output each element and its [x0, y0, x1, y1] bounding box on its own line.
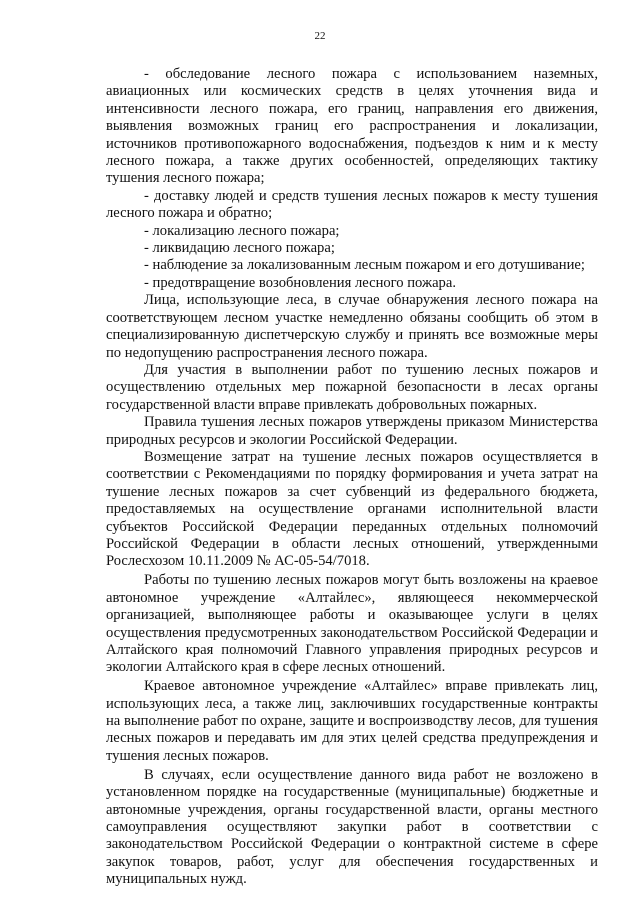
- paragraph-altayles-rights: Краевое автономное учреждение «Алтайлес» вправе привлекать лиц, использующих леса, а также лиц, заключивших государственные контракты на выполнение работ по охране, защите и воспроизводству лесов, для тушения лесных пожаров и передавать им для этих целей средства предупреждения и тушения лесных пожаров.: [106, 678, 598, 764]
- list-item-delivery: - доставку людей и средств тушения лесных пожаров к месту тушения лесного пожара и обратно;: [106, 187, 598, 222]
- paragraph-altayles-works: Работы по тушению лесных пожаров могут быть возложены на краевое автономное учреждение «Алтайлес», являющееся некоммерческой организацией, выполняющее работы и оказывающее услуги в целях осуществления предусмотренных законодательством Российской Федерации и Алтайского края полномочий Главного управления природных ресурсов и экологии Алтайского края в сфере лесных отношений.: [106, 572, 598, 676]
- list-item-monitoring: - наблюдение за локализованным лесным пожаром и его дотушивание;: [144, 257, 585, 274]
- list-item-prevention: - предотвращение возобновления лесного пожара.: [144, 274, 456, 291]
- paragraph-cost-reimbursement: Возмещение затрат на тушение лесных пожаров осуществляется в соответствии с Рекомендациями по порядку формирования и учета затрат на тушение лесных пожаров за счет субвенций из федерального бюджета, предоставляемых на осуществление органами исполнительной власти субъектов Российской Федерации переданных отдельных полномочий Российской Федерации в области лесных отношений, утвержденными Рослесхозом 10.11.2009 № АС-05-54/7018.: [106, 448, 598, 570]
- paragraph-forest-users-duty: Лица, использующие леса, в случае обнаружения лесного пожара на соответствующем лесном участке немедленно обязаны сообщить об этом в специализированную диспетчерскую службу и принять все возможные меры по недопущению распространения лесного пожара.: [106, 292, 598, 361]
- document-body: [106, 66, 598, 889]
- paragraph-procurement: В случаях, если осуществление данного вида работ не возложено в установленном порядке на государственные (муниципальные) бюджетные и автономные учреждения, органы государственной власти, органы местного самоуправления осуществляют закупки работ в соответствии с законодательством Российской Федерации о контрактной системе в сфере закупок товаров, работ, услуг для обеспечения государственных и муниципальных нужд.: [106, 766, 598, 888]
- paragraph-volunteer-firefighters: Для участия в выполнении работ по тушению лесных пожаров и осуществлению отдельных мер пожарной безопасности в лесах органы государственной власти вправе привлекать добровольных пожарных.: [106, 361, 598, 413]
- page-number: 22: [314, 30, 326, 42]
- paragraph-firefighting-rules: Правила тушения лесных пожаров утверждены приказом Министерства природных ресурсов и экологии Российской Федерации.: [106, 414, 598, 448]
- list-item-localization: - локализацию лесного пожара;: [144, 222, 340, 239]
- list-item-survey: - обследование лесного пожара с использованием наземных, авиационных или космических средств в целях уточнения вида и интенсивности лесного пожара, его границ, направления его движения, выявления возможных границ его распространения и локализации, источников противопожарного водоснабжения, подъездов к ним и к месту лесного пожара, а также других особенностей, определяющих тактику тушения лесного пожара;: [106, 66, 598, 187]
- list-item-liquidation: - ликвидацию лесного пожара;: [144, 240, 335, 257]
